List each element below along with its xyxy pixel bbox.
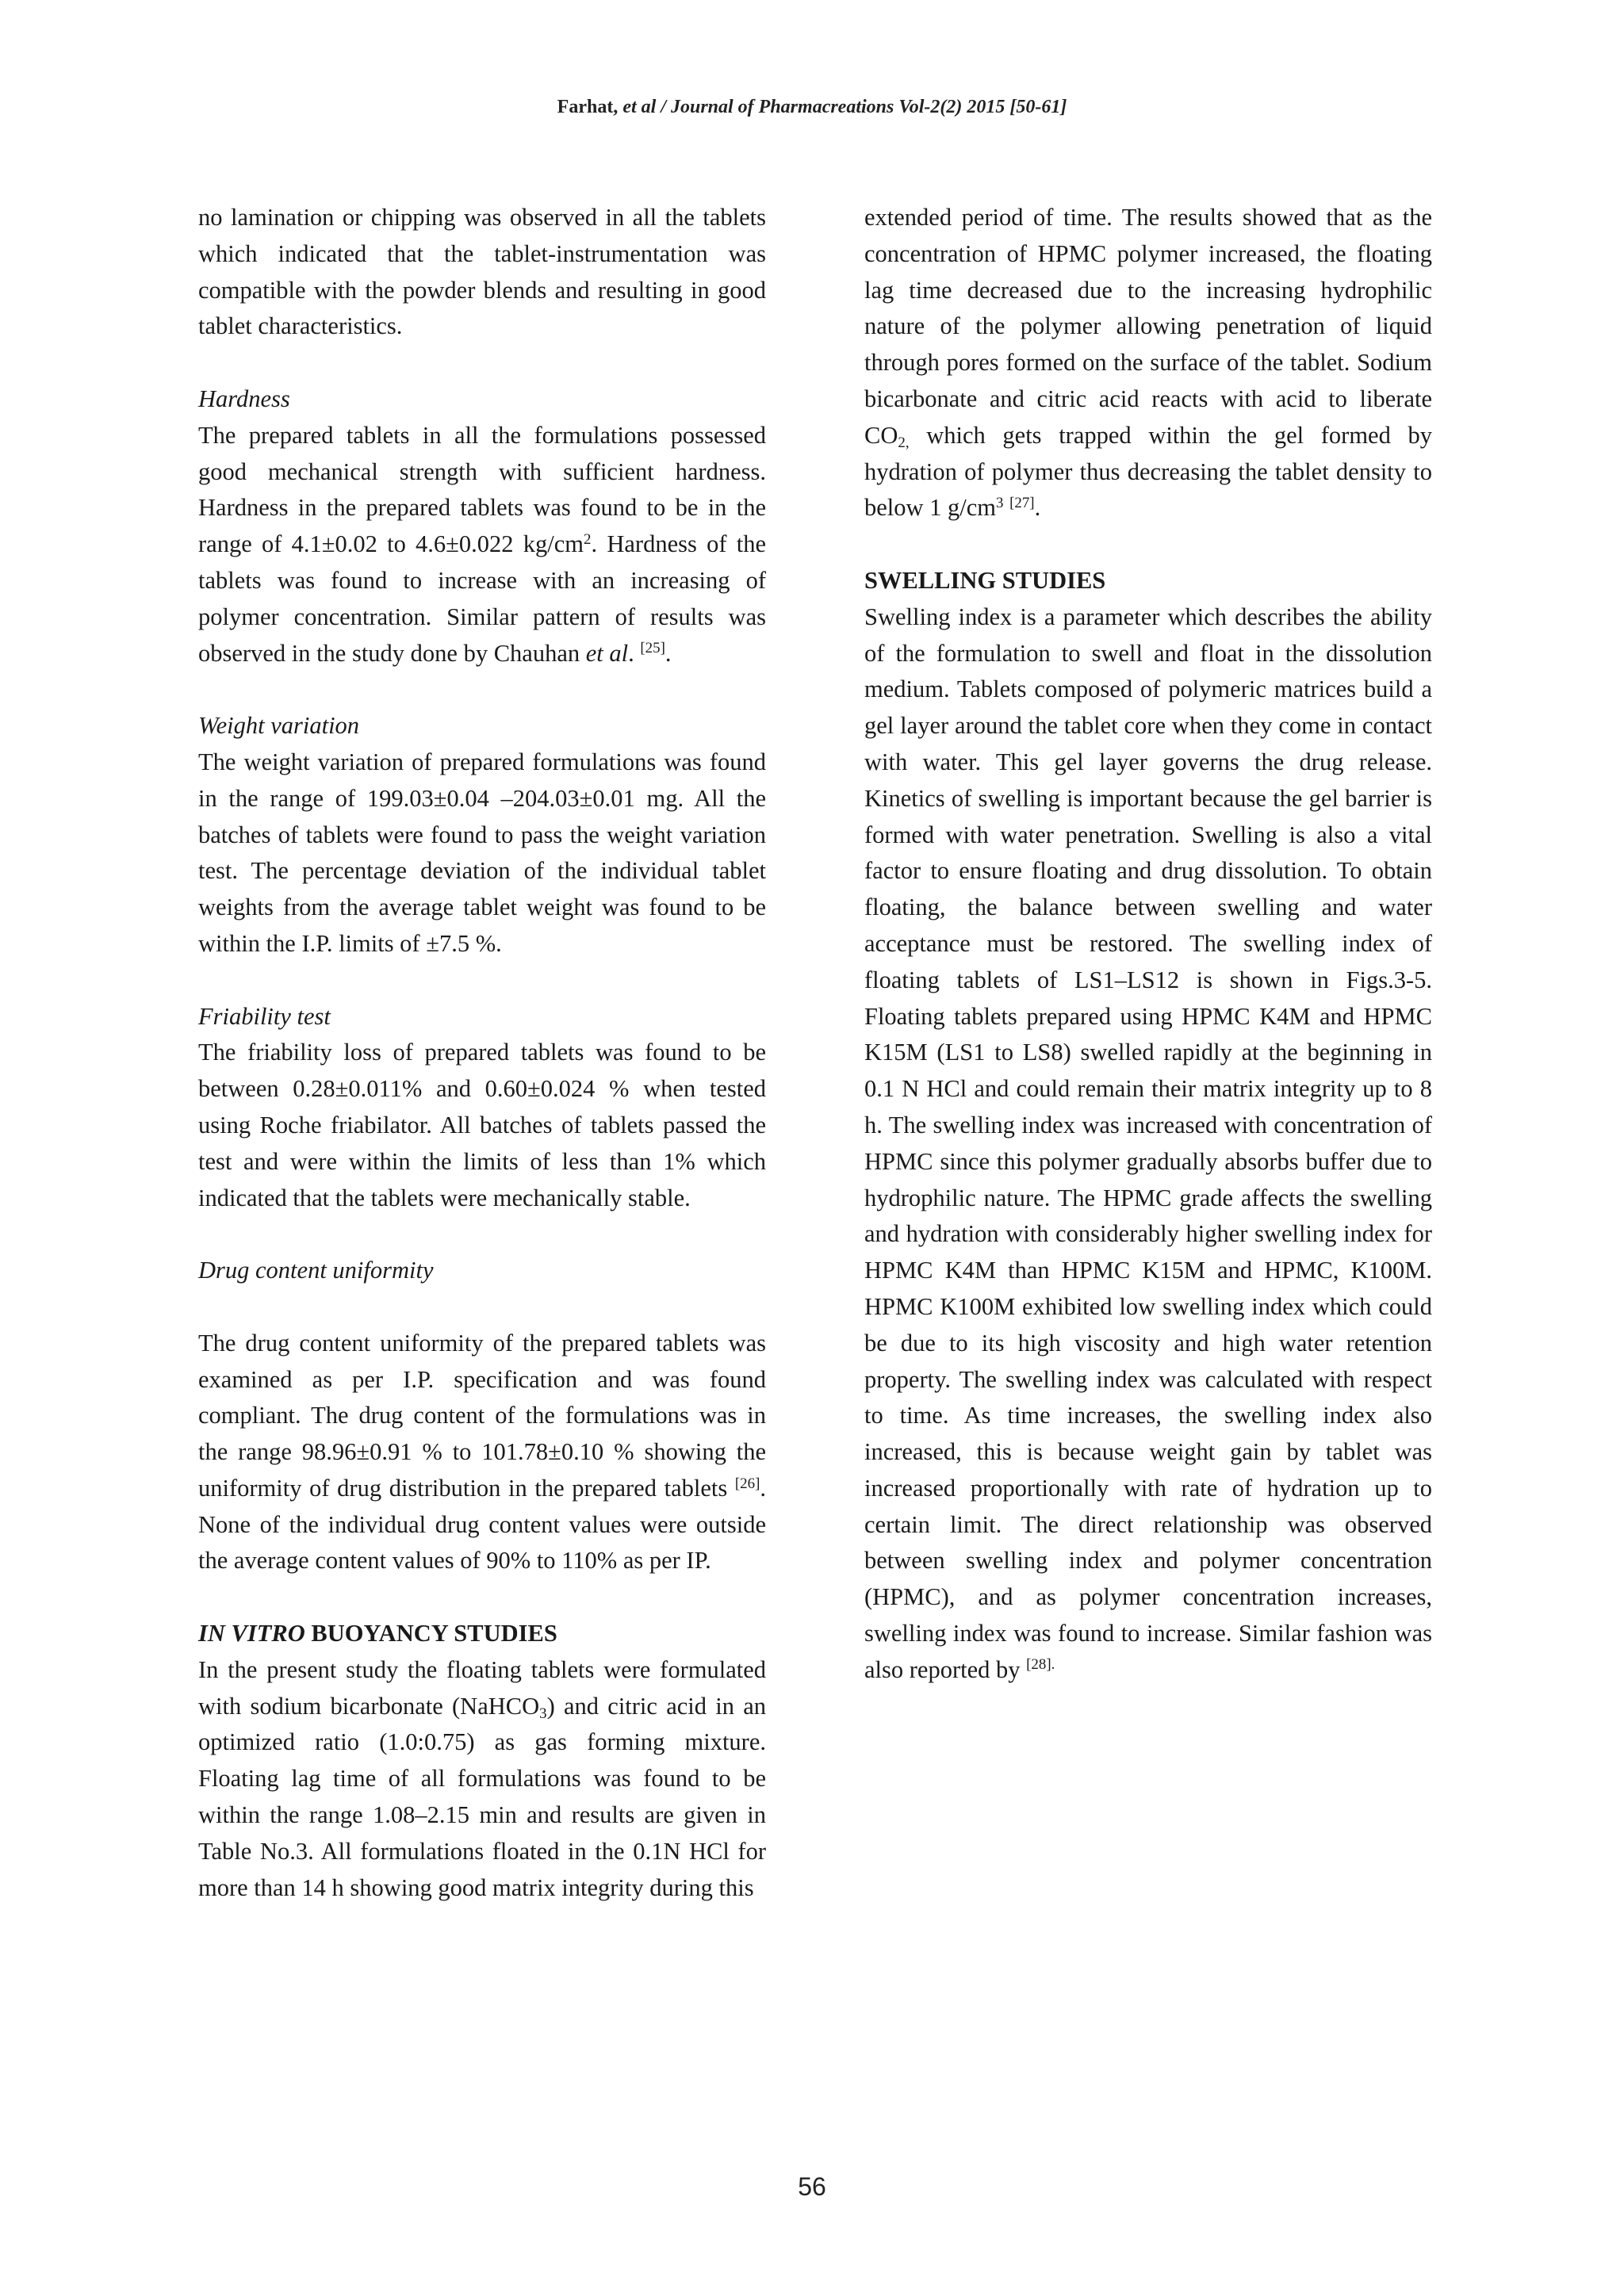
right-column xyxy=(864,200,1432,1689)
running-header xyxy=(0,97,1624,118)
buoyancy-continued-paragraph: extended period of time. The results showed that as the concentration of HPMC polymer increased, the floating lag time decreased due to the increasing hydrophilic nature of the polymer allowing penetration of liquid through pores formed on the surface of the tablet. Sodium bicarbonate and citric acid reacts with acid to liberate $CO_{2,}$ which gets trapped within the gel formed by hydration of polymer thus decreasing the tablet density to below 1 $g/cm^3$ [27]. xyxy=(864,204,1432,522)
page-number: 56 xyxy=(798,2172,826,2201)
header-author: Farhat, xyxy=(557,97,619,117)
friability-heading: Friability test xyxy=(198,1002,331,1030)
header-journal: / Journal of Pharmacreations Vol-2(2) 2015 [50-61] xyxy=(656,97,1067,117)
header-etal: et al xyxy=(618,97,657,117)
buoyancy-paragraph: In the present study the floating tablets were formulated with sodium bicarbonate (NaHCO$_3$) and citric acid in an optimized ratio (1.0:0.75) as gas forming mixture. Floating lag time of all formulations was found to be within the range 1.08–2.15 min and results are given in Table No.3. All formulations floated in the 0.1N HCl for more than 14 h showing good matrix integrity during this xyxy=(198,1655,766,1901)
citation-26: [26] xyxy=(734,1475,760,1492)
drug-content-paragraph: The drug content uniformity of the prepared tablets was examined as per I.P. specification and was found compliant. The drug content of the formulations was in the range 98.96±0.91 % to 101.78±0.10 % showing the uniformity of drug distribution in the prepared tablets [26]. None of the individual drug content values were outside the average content values of 90% to 110% as per IP. xyxy=(198,1329,766,1575)
buoyancy-heading: IN VITRO BUOYANCY STUDIES xyxy=(198,1620,557,1647)
left-column xyxy=(198,200,766,1906)
friability-paragraph: The friability loss of prepared tablets was found to be between 0.28±0.011% and 0.60±0.024 % when tested using Roche friabilator. All batches of tablets passed the test and were within the limits of less than 1% which indicated that the tablets were mechanically stable. xyxy=(198,1039,766,1211)
swelling-paragraph: Swelling index is a parameter which describes the ability of the formulation to swell and float in the dissolution medium. Tablets composed of polymeric matrices build a gel layer around the tablet core when they come in contact with water. This gel layer governs the drug release. Kinetics of swelling is important because the gel barrier is formed with water penetration. Swelling is also a vital factor to ensure floating and drug dissolution. To obtain floating, the balance between swelling and water acceptance must be restored. The swelling index of floating tablets of LS1–LS12 is shown in Figs.3-5. Floating tablets prepared using HPMC K4M and HPMC K15M (LS1 to LS8) swelled rapidly at the beginning in 0.1 N HCl and could remain their matrix integrity up to 8 h. The swelling index was increased with concentration of HPMC since this polymer gradually absorbs buffer due to hydrophilic nature. The HPMC grade affects the swelling and hydration with considerably higher swelling index for HPMC K4M than HPMC K15M and HPMC, K100M. HPMC K100M exhibited low swelling index which could be due to its high viscosity and high water retention property. The swelling index was calculated with respect to time. As time increases, the swelling index also increased, this is because weight gain by tablet was increased proportionally with rate of hydration up to certain limit. The direct relationship was observed between swelling index and polymer concentration (HPMC), and as polymer concentration increases, swelling index was found to increase. Similar fashion was also reported by $^{[28].}$ xyxy=(864,603,1432,1683)
hardness-heading: Hardness xyxy=(198,385,290,412)
citation-28: [28]. xyxy=(1026,1656,1055,1674)
swelling-heading: SWELLING STUDIES xyxy=(864,566,1106,594)
drug-content-heading: Drug content uniformity xyxy=(198,1257,434,1284)
weight-variation-paragraph: The weight variation of prepared formulations was found in the range of 199.03±0.04 –204.03±0.01 mg. All the batches of tablets were found to pass the weight variation test. The percentage deviation of the individual tablet weights from the average tablet weight was found to be within the I.P. limits of ±7.5 %. xyxy=(198,748,766,957)
hardness-paragraph: The prepared tablets in all the formulations possessed good mechanical strength with sufficient hardness. Hardness in the prepared tablets was found to be in the range of 4.1±0.02 to 4.6±0.022 $kg/cm^2$. Hardness of the tablets was found to increase with an increasing of polymer concentration. Similar pattern of results was observed in the study done by Chauhan et al. [25]. xyxy=(198,421,766,667)
citation-27: [27] xyxy=(1009,494,1035,511)
intro-paragraph: no lamination or chipping was observed in all the tablets which indicated that the tablet-instrumentation was compatible with the powder blends and resulting in good tablet characteristics. xyxy=(198,204,766,340)
weight-variation-heading: Weight variation xyxy=(198,712,360,740)
citation-25: [25] xyxy=(640,640,665,657)
